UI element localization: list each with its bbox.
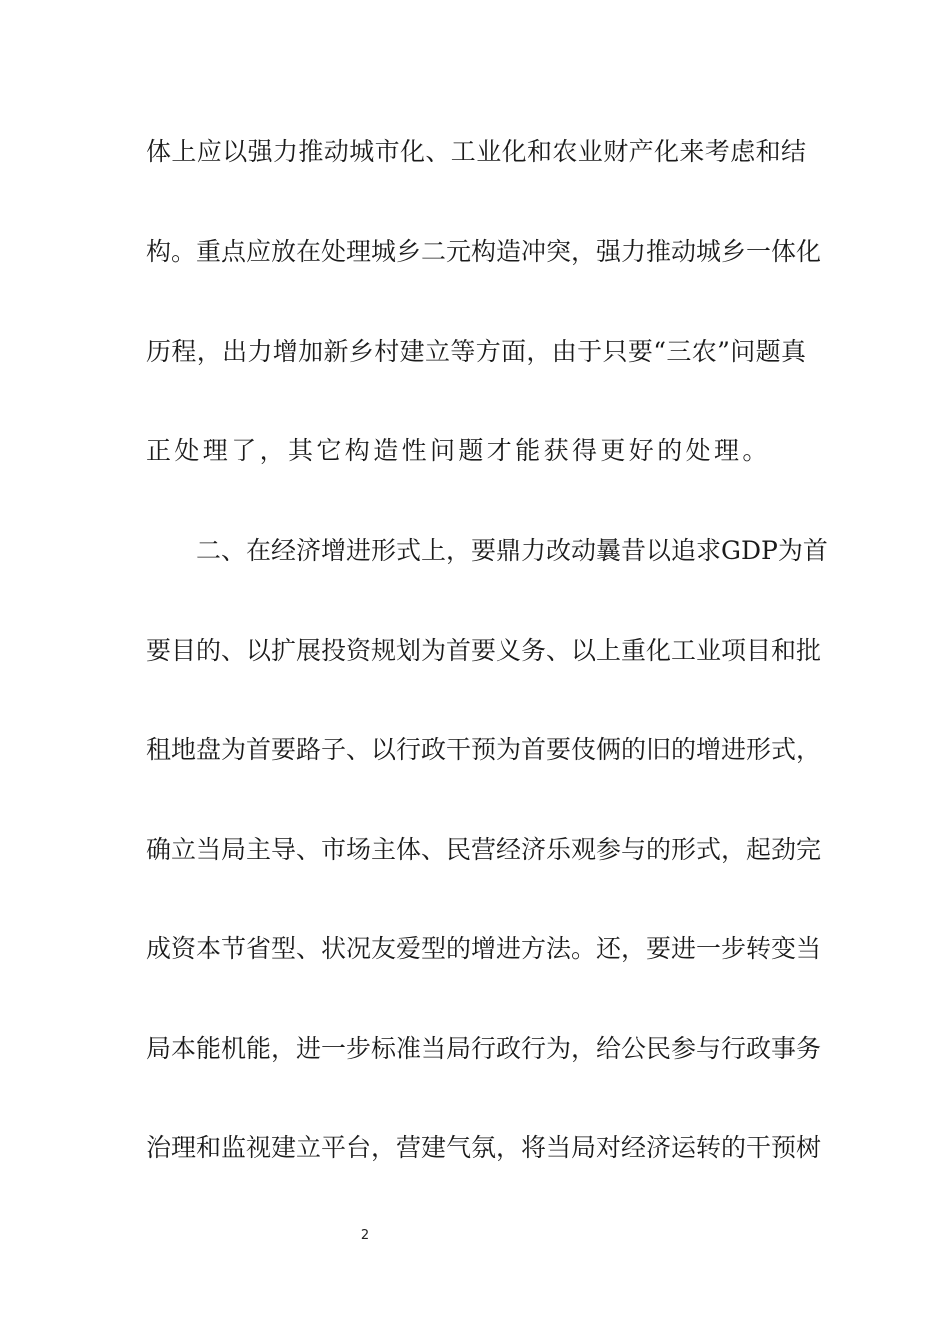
page-number: 2 [360, 1228, 370, 1243]
text-line: 治理和监视建立平台，营建气氛，将当局对经济运转的干预树 [146, 1133, 822, 1162]
text-line: 要目的、以扩展投资规划为首要义务、以上重化工业项目和批 [146, 636, 822, 665]
text-line: 历程，出力增加新乡村建立等方面，由于只要“三农”问题真 [146, 337, 806, 366]
text-line: 确立当局主导、市场主体、民营经济乐观参与的形式，起劲完 [146, 835, 822, 864]
text-line: 构。重点应放在处理城乡二元构造冲突，强力推动城乡一体化 [146, 237, 822, 266]
text-line: 正处理了，其它构造性问题才能获得更好的处理。 [146, 436, 771, 465]
text-line: 租地盘为首要路子、以行政干预为首要伎俩的旧的增进形式， [146, 735, 822, 764]
text-line-paragraph-start: 二、在经济增进形式上，要鼎力改动曩昔以追求GDP为首 [196, 536, 828, 565]
text-line: 成资本节省型、状况友爱型的增进方法。还，要进一步转变当 [146, 934, 822, 963]
text-line: 局本能机能，进一步标准当局行政行为，给公民参与行政事务 [146, 1034, 822, 1063]
text-line: 体上应以强力推动城市化、工业化和农业财产化来考虑和结 [146, 137, 806, 166]
